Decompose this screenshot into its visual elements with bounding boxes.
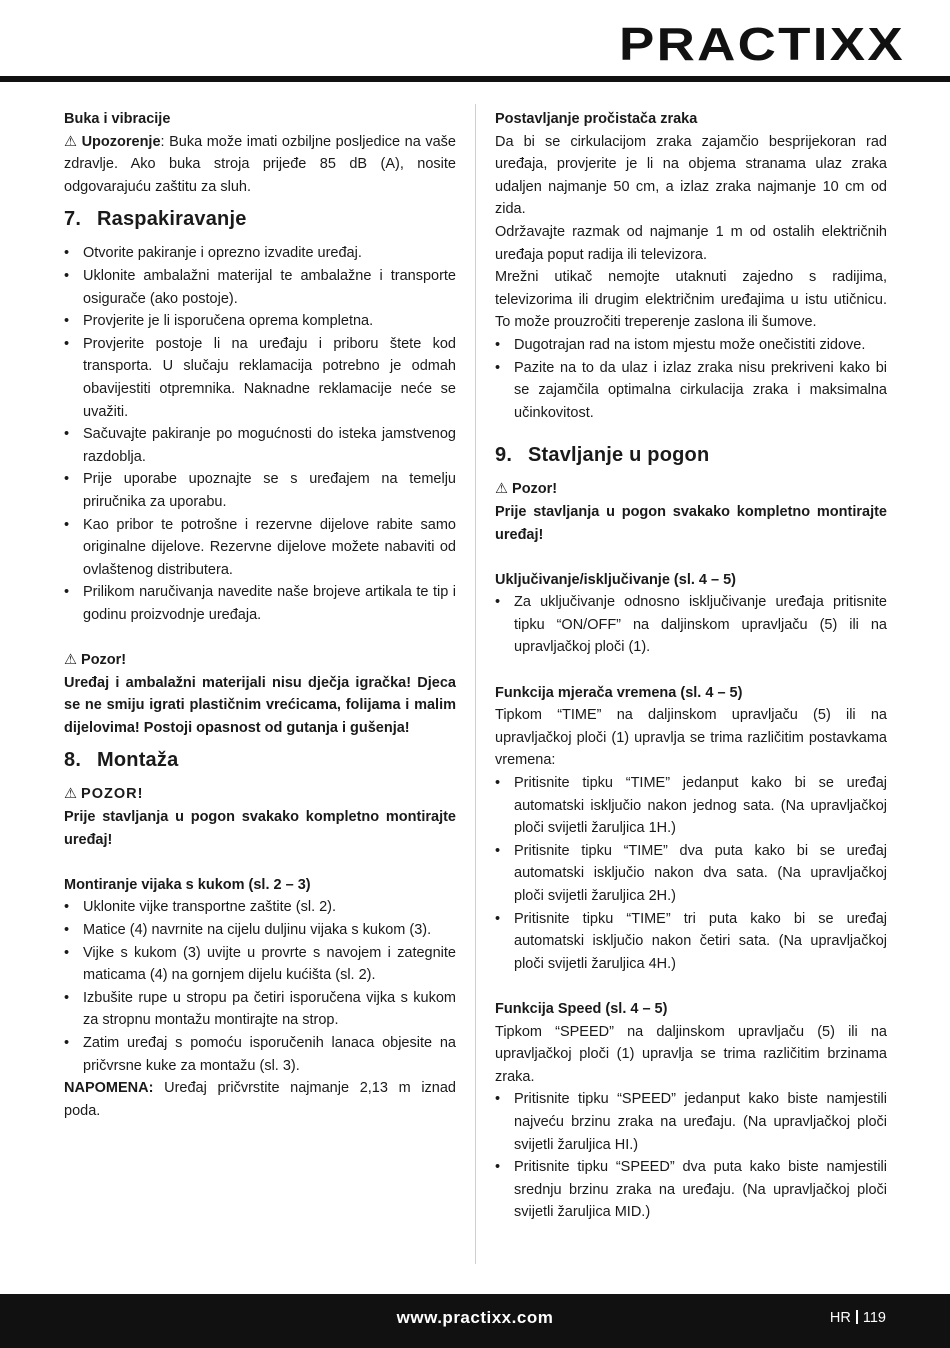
- list-item: • Provjerite je li isporučena oprema kompletna.: [64, 310, 456, 333]
- list-item: • Kao pribor te potrošne i rezervne dijelove rabite samo originalne dijelove. Rezervne dijelove možete nabaviti od ovlaštenog distributera.: [64, 514, 456, 582]
- page-footer: [0, 1294, 950, 1348]
- place-paragraph-1: Da bi se cirkulacijom zraka zajamčio besprijekoran rad uređaja, provjerite je li na objema stranama ulaz zraka udaljen najmanje 50 cm, a izlaz zraka najmanje 10 cm od zida.: [495, 133, 887, 218]
- caution-1-text: Uređaj i ambalažni materijali nisu dječja igračka! Djeca se ne smiju igrati plastičnim vrećicama, folijama i malim dijelovima! Postoji opasnost od gutanja i gušenja!: [64, 674, 456, 736]
- list-item: • Pritisnite tipku “TIME” tri puta kako bi se uređaj automatski isključio nakon četiri sata. (Na upravljačkoj ploči svijetli žaruljica 4H.): [495, 908, 887, 976]
- footer-url-link[interactable]: www.practixx.com: [396, 1308, 554, 1327]
- speed-title: Funkcija Speed (sl. 4 – 5): [495, 1000, 668, 1017]
- list-item: • Pritisnite tipku “TIME” dva puta kako bi se uređaj automatski isključio nakon dva sata. (Na upravljačkoj ploči svijetli žaruljica 2H.): [495, 840, 887, 908]
- list-item: • Pritisnite tipku “SPEED” jedanput kako biste namjestili najveću brzinu zraka na uređaju. (Na upravljačkoj ploči svijetli žaruljica HI.): [495, 1088, 887, 1156]
- timer-list: [495, 772, 887, 975]
- header-rule: [0, 76, 950, 82]
- svg-text:PRACTIXX: PRACTIXX: [619, 18, 905, 70]
- section-7-heading: 7. Raspakiravanje: [64, 208, 247, 231]
- list-item: • Uklonite ambalažni materijal te ambalažne i transporte osigurače (ako postoje).: [64, 265, 456, 310]
- warning-triangle-icon: ⚠: [495, 481, 508, 498]
- list-item: • Izbušite rupe u stropu pa četiri isporučena vijka s kukom za stropnu montažu montirajte na strop.: [64, 987, 456, 1032]
- section-8-heading: 8. Montaža: [64, 749, 179, 772]
- list-item: • Dugotrajan rad na istom mjestu može onečistiti zidove.: [495, 334, 887, 357]
- place-list: [495, 334, 887, 424]
- list-item: • Pazite na to da ulaz i izlaz zraka nisu prekriveni kako bi se zajamčila optimalna cirkulacija zraka i maksimalna učinkovitost.: [495, 357, 887, 425]
- section-9-heading: 9. Stavljanje u pogon: [495, 444, 710, 467]
- place-title: Postavljanje pročistača zraka: [495, 111, 698, 127]
- divider: [856, 1310, 858, 1324]
- caution-1-heading: ⚠ Pozor!: [64, 649, 456, 672]
- speed-paragraph: Tipkom “SPEED” na daljinskom upravljaču (5) ili na upravljačkoj ploči (1) upravlja se trima različitim brzinama zraka.: [495, 1023, 887, 1085]
- right-column: [495, 108, 887, 1224]
- left-column: [64, 108, 456, 1122]
- practixx-logo: [619, 14, 915, 78]
- caution-2-heading: ⚠ POZOR!: [64, 783, 456, 806]
- speed-list: [495, 1088, 887, 1224]
- page-number-value: 119: [862, 1310, 886, 1326]
- list-item: • Vijke s kukom (3) uvijte u provrte s navojem i zategnite maticama (4) na gornjem dijelu kućišta (sl. 2).: [64, 942, 456, 987]
- list-item: • Prije uporabe upoznajte se s uređajem na temelju priručnika za uporabu.: [64, 468, 456, 513]
- noise-warning-text: : Buka može imati ozbiljne posljedice na vaše zdravlje. Ako buka stroja prijeđe 85 dB (A), nosite odgovarajuću zaštitu za sluh.: [64, 133, 456, 195]
- list-item: • Za uključivanje odnosno isključivanje uređaja pritisnite tipku “ON/OFF” na daljinskom upravljaču (5) ili na upravljačkoj ploči (1).: [495, 591, 887, 659]
- language-code: HR: [829, 1310, 851, 1326]
- unpacking-list: [64, 242, 456, 626]
- list-item: • Sačuvajte pakiranje po mogućnosti do isteka jamstvenog razdoblja.: [64, 423, 456, 468]
- caution-3-text: Prije stavljanja u pogon svakako kompletno montirajte uređaj!: [495, 503, 887, 543]
- mount-note: NAPOMENA: Uređaj pričvrstite najmanje 2,13 m iznad poda.: [64, 1080, 456, 1119]
- list-item: • Pritisnite tipku “TIME” jedanput kako bi se uređaj automatski isključio nakon jednog sata. (Na upravljačkoj ploči svijetli žaruljica 1H.): [495, 772, 887, 840]
- noise-warning: [64, 131, 456, 199]
- onoff-list: [495, 591, 887, 659]
- noise-title: Buka i vibracije: [64, 111, 171, 127]
- onoff-title: Uključivanje/isključivanje (sl. 4 – 5): [495, 571, 736, 588]
- list-item: • Otvorite pakiranje i oprezno izvadite uređaj.: [64, 242, 456, 265]
- list-item: • Matice (4) navrnite na cijelu duljinu vijaka s kukom (3).: [64, 919, 456, 942]
- list-item: • Prilikom naručivanja navedite naše brojeve artikala te tip i godinu proizvodnje uređaja.: [64, 581, 456, 626]
- warning-triangle-icon: ⚠: [64, 786, 77, 803]
- list-item: • Pritisnite tipku “SPEED” dva puta kako biste namjestili srednju brzinu zraka na uređaju. (Na upravljačkoj ploči svijetli žaruljica MID.): [495, 1156, 887, 1224]
- place-paragraph-2: Održavajte razmak od najmanje 1 m od ostalih električnih uređaja poput radija ili televizora.: [495, 223, 887, 263]
- caution-3-heading: ⚠ Pozor!: [495, 478, 887, 501]
- list-item: • Uklonite vijke transportne zaštite (sl. 2).: [64, 896, 456, 919]
- warning-triangle-icon: ⚠: [64, 133, 77, 150]
- place-paragraph-3: Mrežni utikač nemojte utaknuti zajedno s radijima, televizorima ili drugim električnim uređajima u istu utičnicu. To može prouzročiti treperenje zaslona ili šumove.: [495, 269, 887, 331]
- column-divider: [475, 104, 476, 1264]
- warning-triangle-icon: ⚠: [64, 652, 77, 669]
- caution-2-text: Prije stavljanja u pogon svakako kompletno montirajte uređaj!: [64, 809, 456, 848]
- mount-list: [64, 896, 456, 1077]
- timer-paragraph: Tipkom “TIME” na daljinskom upravljaču (5) ili na upravljačkoj ploči (1) upravlja se trima različitim postavkama vremena:: [495, 707, 887, 769]
- mount-title: Montiranje vijaka s kukom (sl. 2 – 3): [64, 876, 311, 893]
- list-item: • Zatim uređaj s pomoću isporučenih lanaca objesite na pričvrsne kuke za montažu (sl. 3).: [64, 1032, 456, 1077]
- noise-warning-label: Upozorenje: [81, 133, 161, 150]
- list-item: • Provjerite postoje li na uređaju i priboru štete kod transporta. U slučaju reklamacija potrebno je odmah obavijestiti otpremnika. Naknadne reklamacije neće se uvažiti.: [64, 333, 456, 423]
- timer-title: Funkcija mjerača vremena (sl. 4 – 5): [495, 684, 743, 701]
- page-number: [830, 1310, 886, 1326]
